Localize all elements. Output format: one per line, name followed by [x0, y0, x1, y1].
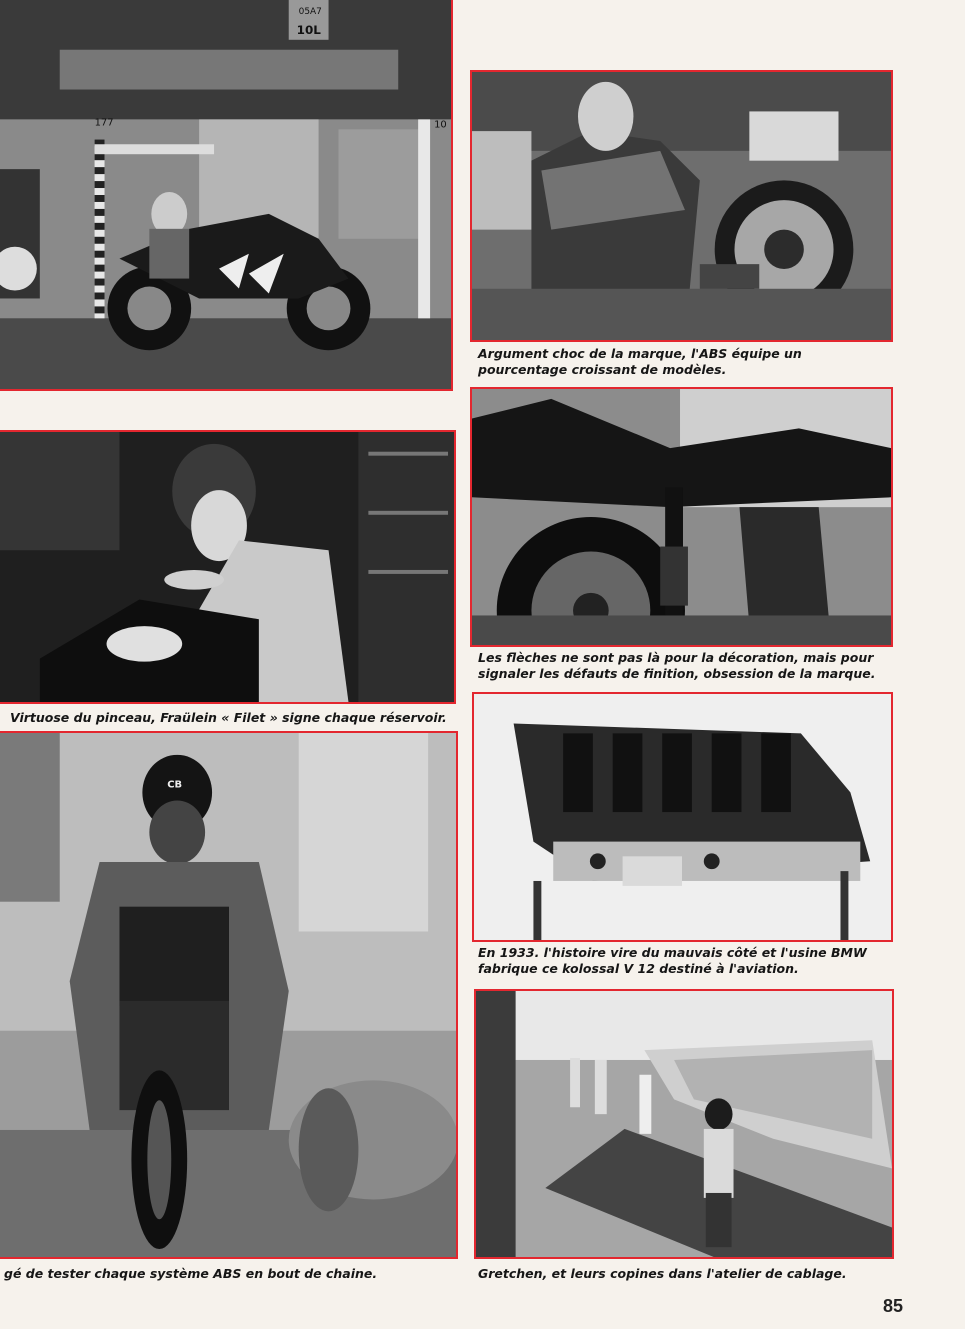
helmet-text: CB — [167, 779, 183, 791]
caption-v12 — [478, 945, 867, 977]
rear-detail-photo — [470, 387, 893, 647]
v12-engine-photo — [472, 692, 893, 942]
caption-tester — [4, 1266, 377, 1282]
dyno-test-photo — [0, 731, 458, 1259]
caption-abs-line-2: pourcentage croissant de modèles. — [478, 362, 727, 377]
caption-v12-line-2: fabrique ce kolossal V 12 destiné à l'aviation. — [478, 961, 799, 976]
page-number: 85 — [882, 1296, 903, 1316]
caption-abs-line-1: Argument choc de la marque, l'ABS équipe un — [478, 346, 802, 361]
caption-virtuose-line-1: Virtuose du pinceau, Fraülein « Filet » signe chaque réservoir. — [10, 710, 447, 725]
factory-sign-2: 10L — [296, 22, 321, 37]
factory-sign-1: 05A7 — [298, 6, 322, 17]
painter-photo — [0, 430, 456, 704]
caption-arrows — [478, 650, 875, 682]
caption-virtuose — [10, 710, 447, 726]
caption-arrows-line-2: signaler les défauts de finition, obsession de la marque. — [478, 666, 876, 681]
caption-v12-line-1: En 1933. l'histoire vire du mauvais côté et l'usine BMW — [478, 945, 867, 960]
wiring-shop-photo — [474, 989, 894, 1259]
factory-sign-4: 10 — [434, 119, 447, 131]
caption-arrows-line-1: Les flèches ne sont pas là pour la décoration, mais pour — [478, 650, 874, 665]
caption-gretchen-line-1: Gretchen, et leurs copines dans l'atelier de cablage. — [478, 1266, 847, 1281]
abs-wheel-photo — [470, 70, 893, 342]
factory-line-photo — [0, 0, 453, 391]
caption-abs — [478, 346, 802, 378]
caption-gretchen — [478, 1266, 847, 1282]
caption-tester-line-1: gé de tester chaque système ABS en bout de chaine. — [4, 1266, 378, 1281]
factory-sign-3: 177 — [94, 117, 114, 129]
